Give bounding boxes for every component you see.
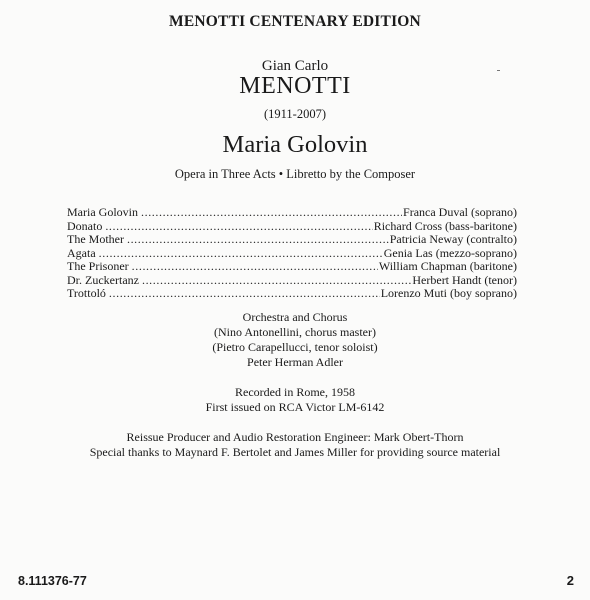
cast-role: Trottoló — [67, 286, 106, 300]
cast-row — [67, 247, 517, 261]
cast-row — [67, 274, 517, 288]
page-number: 2 — [566, 573, 574, 588]
cast-singer: Lorenzo Muti (boy soprano) — [380, 286, 517, 300]
recording-line: First issued on RCA Victor LM-6142 — [205, 400, 385, 414]
dot-leader — [127, 233, 389, 247]
cast-singer: Franca Duval (soprano) — [403, 205, 517, 219]
performers-block — [0, 310, 590, 370]
opera-title: Maria Golovin — [222, 131, 368, 158]
dot-leader — [99, 247, 383, 261]
performer-line: Peter Herman Adler — [247, 355, 343, 369]
print-speck — [497, 70, 500, 71]
cast-role: Dr. Zuckertanz — [67, 272, 139, 287]
cast-singer: Richard Cross (bass-baritone) — [373, 218, 517, 233]
cast-singer: Genia Las (mezzo-soprano) — [383, 245, 517, 260]
dot-leader — [142, 274, 411, 288]
credit-line: Reissue Producer and Audio Restoration Engineer: Mark Obert-Thorn — [126, 430, 464, 444]
performer-line: (Pietro Carapellucci, tenor soloist) — [212, 340, 378, 354]
performer-line: (Nino Antonellini, chorus master) — [214, 325, 376, 339]
cast-role: Donato — [67, 218, 103, 233]
dot-leader — [141, 206, 402, 220]
dot-leader — [132, 260, 378, 274]
dot-leader — [109, 287, 380, 301]
catalog-number: 8.111376-77 — [18, 574, 87, 588]
cast-singer: Patricia Neway (contralto) — [389, 232, 517, 246]
dot-leader — [105, 220, 372, 234]
opera-subtitle: Opera in Three Acts • Libretto by the Composer — [174, 167, 416, 181]
cast-role: The Mother — [67, 232, 124, 246]
cast-singer: William Chapman (baritone) — [378, 259, 517, 273]
cast-row — [67, 260, 517, 274]
recording-line: Recorded in Rome, 1958 — [235, 385, 355, 399]
performer-line: Orchestra and Chorus — [242, 310, 348, 324]
cast-row — [67, 233, 517, 247]
credit-line: Special thanks to Maynard F. Bertolet and James Miller for providing source material — [89, 445, 501, 459]
composer-dates: (1911-2007) — [263, 107, 327, 121]
credits-block — [0, 430, 590, 460]
edition-heading: MENOTTI CENTENARY EDITION — [169, 13, 421, 30]
cast-role: Agata — [67, 245, 96, 260]
cast-list — [67, 206, 517, 301]
cast-row — [67, 287, 517, 301]
cast-row — [67, 220, 517, 234]
cast-row — [67, 206, 517, 220]
composer-first-name: Gian Carlo — [261, 58, 329, 74]
cast-role: The Prisoner — [67, 259, 129, 273]
composer-last-name: MENOTTI — [239, 73, 351, 99]
recording-info — [0, 385, 590, 415]
cast-role: Maria Golovin — [67, 205, 138, 219]
cast-singer: Herbert Handt (tenor) — [412, 272, 517, 287]
